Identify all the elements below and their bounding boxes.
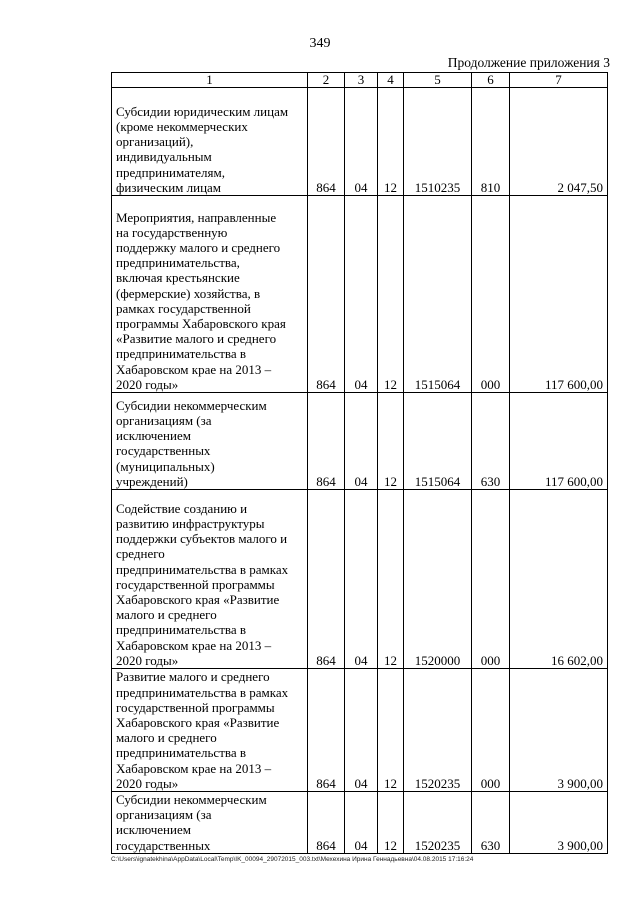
ministry-code-cell: 864	[308, 792, 345, 854]
target-item-cell: 1520000	[404, 490, 472, 669]
section-cell: 04	[345, 88, 378, 196]
target-item-cell: 1510235	[404, 88, 472, 196]
row-name-text: Содействие созданию и развитию инфраструктуры поддержки субъектов малого и среднего предпринимательства в рамках государственной программы Хабаровского края «Развитие малого и среднего предпринимательства в Хабаровском крае на 2013 – 2020 годы»	[116, 500, 289, 668]
row-name-cell	[112, 490, 308, 669]
continuation-label: Продолжение приложения 3	[447, 55, 610, 70]
row-name-cell	[112, 669, 308, 792]
header-cell: 4	[378, 73, 404, 88]
amount-cell: 3 900,00	[510, 792, 608, 854]
section-cell: 04	[345, 792, 378, 854]
amount-cell: 117 600,00	[510, 393, 608, 490]
subsection-cell: 12	[378, 490, 404, 669]
amount-cell: 3 900,00	[510, 669, 608, 792]
section-cell: 04	[345, 196, 378, 393]
header-cell: 3	[345, 73, 378, 88]
target-item-cell: 1520235	[404, 792, 472, 854]
row-name-cell	[112, 792, 308, 854]
table-row	[112, 490, 608, 669]
expense-type-cell: 630	[472, 393, 510, 490]
expense-type-cell: 630	[472, 792, 510, 854]
expense-type-cell: 000	[472, 196, 510, 393]
header-cell: 1	[112, 73, 308, 88]
target-item-cell: 1515064	[404, 393, 472, 490]
table-row	[112, 393, 608, 490]
row-name-cell	[112, 88, 308, 196]
table-row	[112, 669, 608, 792]
row-name-text: Мероприятия, направленные на государственную поддержку малого и среднего предпринимательства, включая крестьянские (фермерские) хозяйства, в рамках государственной программы Хабаровского края «Развитие малого и среднего предпринимательства в Хабаровском крае на 2013 – 2020 годы»	[116, 209, 286, 392]
amount-cell: 117 600,00	[510, 196, 608, 393]
row-name-text: Субсидии некоммерческим организациям (за исключением государственных (муниципальных) учреждений)	[116, 397, 267, 489]
expense-type-cell: 000	[472, 669, 510, 792]
expense-type-cell: 810	[472, 88, 510, 196]
ministry-code-cell: 864	[308, 88, 345, 196]
row-name-text: Субсидии юридическим лицам (кроме некоммерческих организаций), индивидуальным предпринимателям, физическим лицам	[116, 103, 289, 195]
table-row	[112, 88, 608, 196]
row-name-text: Субсидии некоммерческим организациям (за исключением государственных	[116, 792, 267, 853]
subsection-cell: 12	[378, 196, 404, 393]
target-item-cell: 1520235	[404, 669, 472, 792]
subsection-cell: 12	[378, 393, 404, 490]
table-row	[112, 196, 608, 393]
section-cell: 04	[345, 490, 378, 669]
expense-type-cell: 000	[472, 490, 510, 669]
amount-cell: 16 602,00	[510, 490, 608, 669]
header-cell: 2	[308, 73, 345, 88]
budget-table	[111, 72, 608, 854]
page-number: 349	[309, 36, 331, 51]
amount-cell: 2 047,50	[510, 88, 608, 196]
subsection-cell: 12	[378, 792, 404, 854]
row-name-text: Развитие малого и среднего предпринимательства в рамках государственной программы Хабаровского края «Развитие малого и среднего предпринимательства в Хабаровском крае на 2013 – 2020 годы»	[116, 669, 289, 791]
target-item-cell: 1515064	[404, 196, 472, 393]
footer-file-path: C:\Users\ignatekhina\AppData\Local\Temp\IK_00094_29072015_003.txt\Мехехина Ирина Геннадьевна\04.08.2015 17:16:24	[111, 856, 474, 863]
section-cell: 04	[345, 393, 378, 490]
section-cell: 04	[345, 669, 378, 792]
subsection-cell: 12	[378, 669, 404, 792]
header-cell: 7	[510, 73, 608, 88]
row-name-cell	[112, 393, 308, 490]
ministry-code-cell: 864	[308, 490, 345, 669]
ministry-code-cell: 864	[308, 393, 345, 490]
row-name-cell	[112, 196, 308, 393]
ministry-code-cell: 864	[308, 669, 345, 792]
subsection-cell: 12	[378, 88, 404, 196]
ministry-code-cell: 864	[308, 196, 345, 393]
header-cell: 6	[472, 73, 510, 88]
header-cell: 5	[404, 73, 472, 88]
table-header-row	[112, 73, 608, 88]
table-row	[112, 792, 608, 854]
